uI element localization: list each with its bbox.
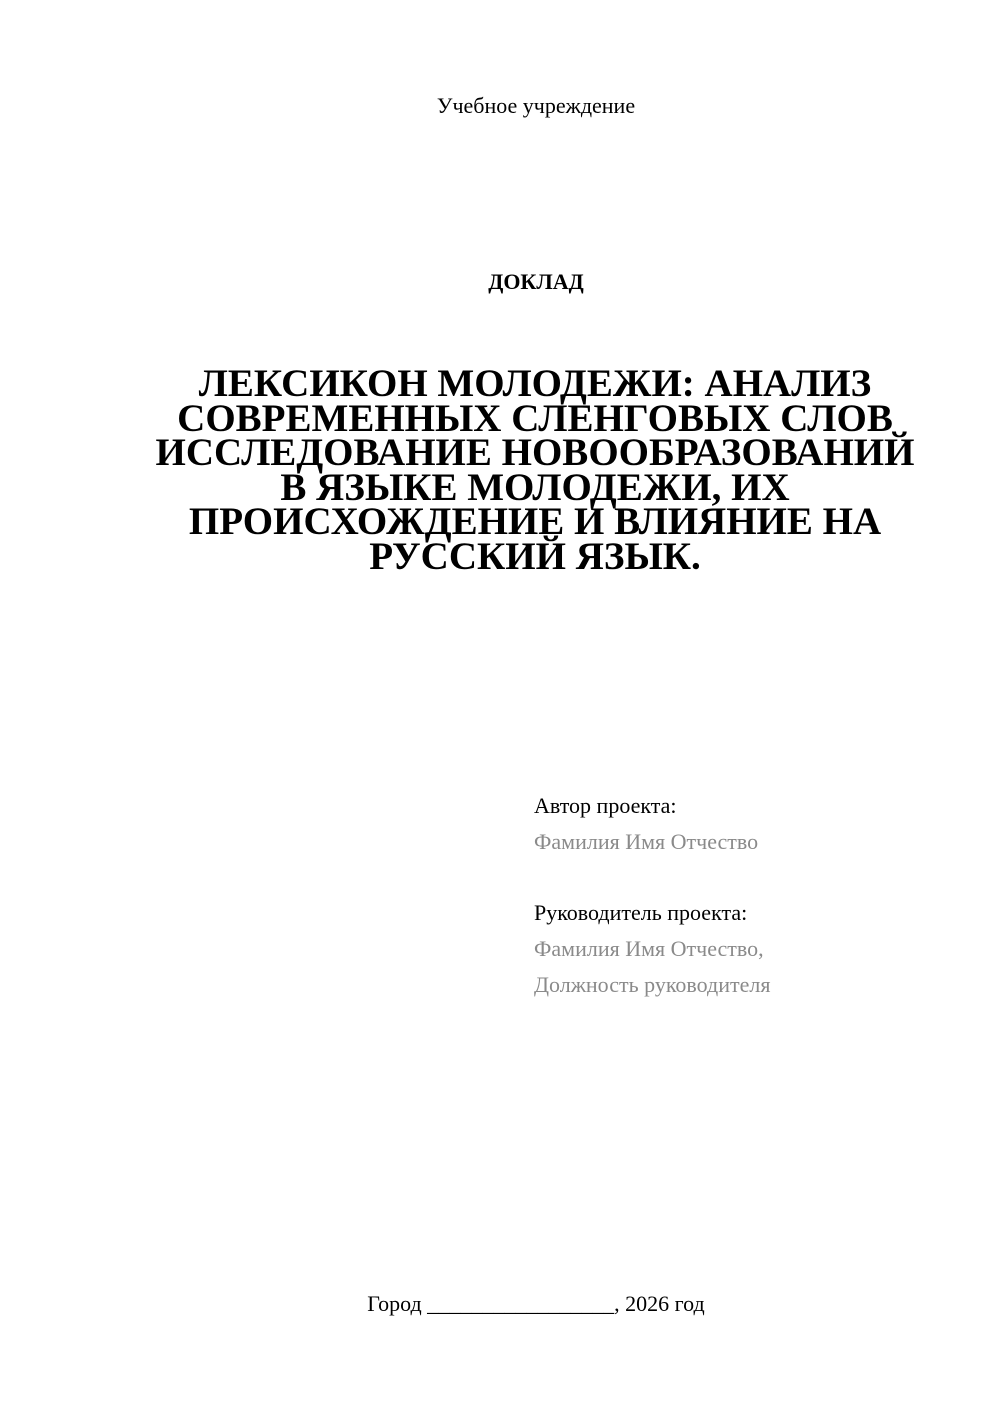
credits-spacer bbox=[534, 860, 974, 895]
supervisor-name: Фамилия Имя Отчество, bbox=[534, 936, 764, 961]
title-line: В ЯЗЫКЕ МОЛОДЕЖИ, ИХ bbox=[280, 465, 790, 509]
title-line: ИССЛЕДОВАНИЕ НОВООБРАЗОВАНИЙ bbox=[155, 431, 915, 474]
author-name: Фамилия Имя Отчество bbox=[534, 829, 759, 854]
city-year-footer: Город _________________, 2026 год bbox=[367, 1291, 705, 1316]
document-title bbox=[120, 362, 950, 578]
title-line: СОВРЕМЕННЫХ СЛЕНГОВЫХ СЛОВ bbox=[177, 396, 893, 440]
credits-block bbox=[534, 788, 974, 1003]
author-label: Автор проекта: bbox=[534, 793, 677, 818]
institution-name: Учебное учреждение bbox=[436, 93, 636, 118]
title-line: ПРОИСХОЖДЕНИЕ И ВЛИЯНИЕ НА bbox=[188, 500, 882, 543]
supervisor-label: Руководитель проекта: bbox=[534, 900, 748, 925]
title-line: РУССКИЙ ЯЗЫК. bbox=[369, 534, 701, 578]
title-line: ЛЕКСИКОН МОЛОДЕЖИ: АНАЛИЗ bbox=[198, 362, 872, 405]
document-type: ДОКЛАД bbox=[488, 269, 584, 294]
supervisor-position: Должность руководителя bbox=[534, 972, 771, 997]
